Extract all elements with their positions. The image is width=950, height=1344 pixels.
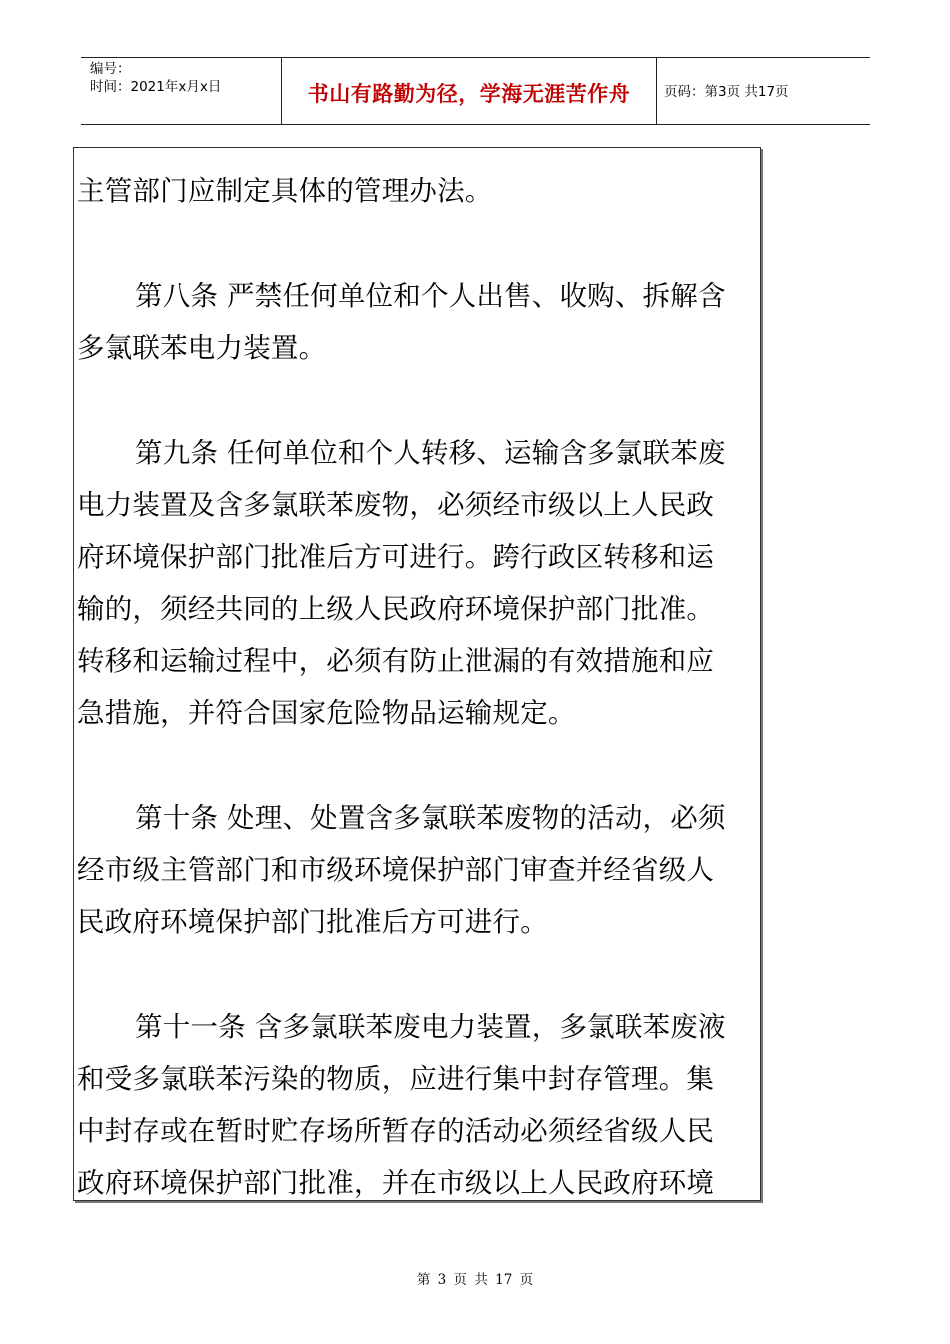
page-number-label: 页码：第3页 共17页 [664,84,789,100]
body-line: 政府环境保护部门批准，并在市级以上人民政府环境 [77,1167,715,1199]
body-line: 多氯联苯电力装置。 [77,332,327,364]
body-line: 民政府环境保护部门批准后方可进行。 [77,906,548,938]
body-line: 中封存或在暂时贮存场所暂存的活动必须经省级人民 [77,1115,715,1147]
body-line: 和受多氯联苯污染的物质，应进行集中封存管理。集 [77,1063,715,1095]
body-line: 电力装置及含多氯联苯废物，必须经市级以上人民政 [77,489,715,521]
serial-number-label: 编号： [90,61,131,77]
header-bottom-rule [81,124,870,125]
body-line: 急措施，并符合国家危险物品运输规定。 [77,697,576,729]
body-line: 经市级主管部门和市级环境保护部门审查并经省级人 [77,854,715,886]
page-footer: 第 3 页 共 17 页 [416,1272,534,1288]
article-9-heading-line: 第九条 任何单位和个人转移、运输含多氯联苯废 [135,437,726,469]
article-8-heading-line: 第八条 严禁任何单位和个人出售、收购、拆解含 [135,280,726,312]
body-line: 府环境保护部门批准后方可进行。跨行政区转移和运 [77,541,715,573]
content-box [73,147,761,1201]
article-10-heading-line: 第十条 处理、处置含多氯联苯废物的活动，必须 [135,802,726,834]
body-line: 转移和运输过程中，必须有防止泄漏的有效措施和应 [77,645,715,677]
date-label: 时间：2021年x月x日 [90,79,222,95]
header-divider-right [656,57,657,125]
article-11-heading-line: 第十一条 含多氯联苯废电力装置，多氯联苯废液 [135,1011,726,1043]
body-line: 主管部门应制定具体的管理办法。 [77,175,493,207]
header-top-rule [81,57,870,58]
header-motto: 书山有路勤为径，学海无涯苦作舟 [307,82,631,106]
body-line: 输的，须经共同的上级人民政府环境保护部门批准。 [77,593,715,625]
